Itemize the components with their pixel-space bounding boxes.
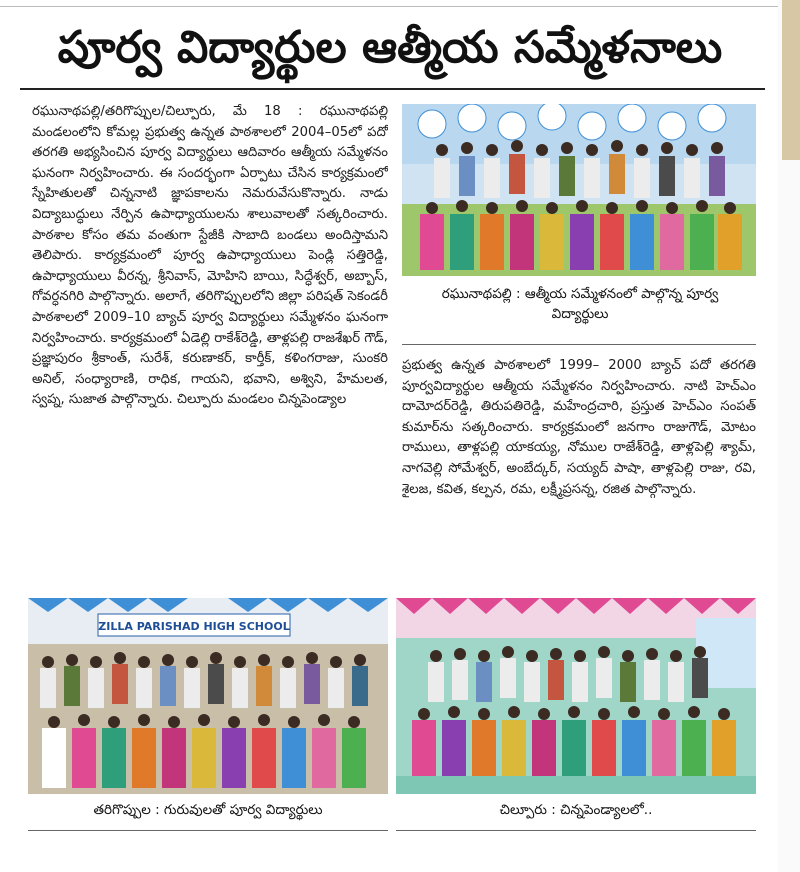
adjacent-photo-edge: [782, 0, 800, 160]
headline-rule: [20, 88, 765, 90]
caption-raghunathapalli: రఘునాథపల్లి : ఆత్మీయ సమ్మేళనంలో పాల్గొన్న పూర్వ విద్యార్థులు: [441, 286, 719, 322]
caption-rule: [396, 830, 756, 831]
top-border: [0, 0, 790, 7]
caption-rule: [402, 344, 756, 345]
photo-tarigoppula: [28, 598, 388, 794]
school-banner: ZILLA PARISHAD HIGH SCHOOL: [98, 620, 290, 633]
caption-tarigoppula: తరిగొప్పుల : గురువులతో పూర్వ విద్యార్థులు: [93, 802, 323, 818]
photo-raghunathapalli: [402, 104, 756, 276]
article-right-column: ప్రభుత్వ ఉన్నత పాఠశాలలో 1999– 2000 బ్యాచ్ పదో తరగతి పూర్వవిద్యార్థుల ఆత్మీయ సమ్మేళనం నిర్వహించారు. నాటి హెచ్‌ఎం దామోదర్‌రెడ్డి, తిరుపతిరెడ్డి, మహేంద్రచారి, ప్రస్తుత హెచ్‌ఎం సంపత్ కుమార్‌ను సత్కరించారు. కార్యక్రమంలో జనగాం రాజుగౌడ్, మోటం రాములు, తాళ్లపల్లి యాకయ్య, నోముల రాజేశ్‌రెడ్డి, తాళ్లపెల్లి శ్యామ్, నాగవెల్లి సోమేశ్వర్, అంబేద్కర్, సయ్యద్ పాషా, తాళ్లపెల్లి రాజు, రవి, శైలజ, కవిత, కల్పన, రమ, లక్ష్మీప్రసన్న, రజిత పాల్గొన్నారు.: [402, 358, 756, 497]
headline: పూర్వ విద్యార్థుల ఆత్మీయ సమ్మేళనాలు: [57, 22, 723, 73]
caption-chilpur: చిల్పూరు : చిన్నపెండ్యాలలో..: [499, 802, 653, 818]
caption-rule: [28, 830, 388, 831]
photo-chilpur: [396, 598, 756, 794]
article-left-column: రఘునాథపల్లి/తరిగొప్పుల/చిల్పూరు, మే 18 : రఘునాథపల్లి మండలంలోని కోమల్ల ప్రభుత్వ ఉన్నత పాఠశాలలో 2004–05లో పదో తరగతి అభ్యసించిన పూర్వ విద్యార్థులు ఆదివారం ఆత్మీయ సమ్మేళనం ఘనంగా నిర్వహించారు. ఈ సందర్భంగా ఏర్పాటు చేసిన కార్యక్రమంలో స్నేహితులతో చిన్ననాటి జ్ఞాపకాలను నెమరువేసుకొన్నారు. నాడు విద్యాబుద్ధులు నేర్పిన ఉపాధ్యాయులను శాలువాలతో సత్కరించారు. పాఠశాల కోసం తమ వంతుగా స్టేజీకి సాబాది బండలు అందిస్తామని తెలిపారు. కార్యక్రమంలో పూర్వ ఉపాధ్యాయులు పెండ్లి సత్తిరెడ్డి, ఉపాధ్యాయులు వీరన్న, శ్రీనివాస్, మోహిని బాయి, సిద్ధేశ్వర్, అబ్బాస్, గోవర్ధనగిరి పాల్గొన్నారు. అలాగే, తరిగొప్పులలోని జిల్లా పరిషత్ సెకండరీ పాఠశాలలో 2009–10 బ్యాచ్ పూర్వ విద్యార్థులు సమ్మేళనం ఘనంగా నిర్వహించారు. కార్యక్రమంలో ఏడెల్లి రాకేశ్‌రెడ్డి, తాళ్లపల్లి రాజశేఖర్ గౌడ్, ప్రజ్ఞాపురం శ్రీకాంత్, సురేశ్, కరుణాకర్, కార్తీక్, కళింగరాజు, సుంకరి అనిల్, సంధ్యారాణి, రాధిక, గాయని, భవాని, అశ్విని, హేమలత, స్వప్న, సుజాత పాల్గొన్నారు. చిల్పూరు మండలం చిన్నపెండ్యాల: [32, 104, 388, 408]
